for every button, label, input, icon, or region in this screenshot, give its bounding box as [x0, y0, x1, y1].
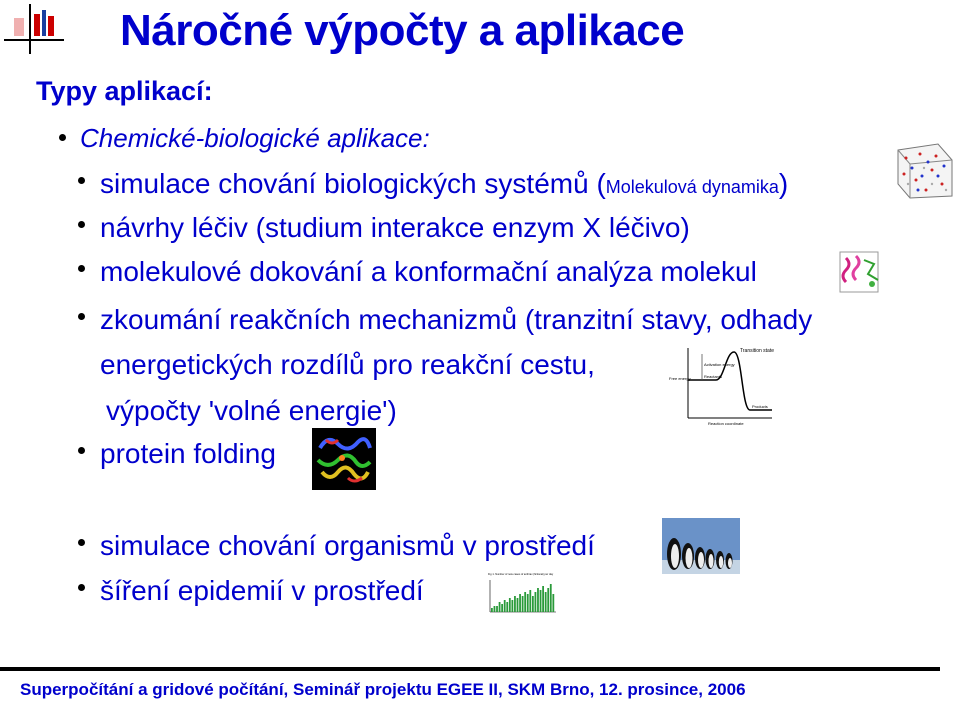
category-bullet — [80, 122, 430, 154]
coordinate-label: Reaction coordinate — [708, 421, 744, 426]
penguins-photo — [662, 518, 740, 574]
category-label: Chemické-biologické aplikace: — [80, 123, 430, 153]
epidemic-bar — [545, 592, 547, 612]
epidemic-bar — [494, 606, 496, 612]
item-continuation: výpočty 'volné energie') — [106, 395, 397, 426]
epidemic-bar — [527, 594, 529, 612]
bullet-dot — [78, 265, 85, 272]
footer-divider — [0, 667, 940, 671]
epidemic-bar — [514, 596, 516, 612]
reactants-label: Reactants — [704, 374, 723, 379]
item-text: zkoumání reakčních mechanizmů (tranzitní stavy, odhady — [100, 304, 813, 335]
epidemic-bar — [509, 598, 511, 612]
epidemic-bar — [499, 602, 501, 612]
list-item — [100, 304, 812, 336]
item-text: simulace chování organismů v prostředí — [100, 530, 595, 561]
epidemic-chart-title: Fig 1. Number of new cases of anthrax (fictional) per day — [488, 573, 554, 576]
bullet-dot — [78, 221, 85, 228]
logo-graphic — [4, 4, 64, 54]
epidemic-bar — [552, 594, 554, 612]
epidemic-bar — [535, 592, 537, 612]
epidemic-bar — [496, 606, 498, 612]
item-small-text: Molekulová dynamika — [605, 177, 779, 197]
epidemic-chart-svg — [482, 570, 558, 616]
epidemic-bar — [537, 588, 539, 612]
bullet-dot — [78, 313, 85, 320]
docking-molecule-image — [834, 248, 884, 296]
epidemic-chart — [482, 570, 558, 616]
item-text: molekulové dokování a konformační analýza molekul — [100, 256, 757, 287]
products-label: Products — [752, 404, 768, 409]
epidemic-bar — [519, 594, 521, 612]
bullet-dot — [78, 539, 85, 546]
section-subheading: Typy aplikací: — [36, 76, 213, 106]
bullet-dot — [78, 177, 85, 184]
bullet-dot — [78, 584, 85, 591]
epidemic-bar — [547, 588, 549, 612]
list-item — [100, 212, 690, 244]
protein-folding-image — [312, 428, 376, 490]
activation-label: Activation energy — [704, 362, 735, 367]
epidemic-bar — [532, 596, 534, 612]
epidemic-bar — [511, 600, 513, 612]
free-energy-label: Free energy — [669, 376, 691, 381]
logo — [4, 4, 64, 54]
item-continuation: energetických rozdílů pro reakční cestu, — [100, 349, 595, 380]
epidemic-bar — [524, 592, 526, 612]
footer-text: Superpočítání a gridové počítání, Seminář projektu EGEE II, SKM Brno, 12. prosince, 2006 — [20, 680, 746, 699]
list-item — [100, 575, 424, 607]
reaction-energy-diagram — [668, 344, 776, 428]
item-close-paren: ) — [778, 168, 789, 199]
bullet-dot — [59, 134, 66, 141]
item-text: návrhy léčiv (studium interakce enzym X léčivo) — [100, 212, 690, 243]
epidemic-bar — [506, 602, 508, 612]
slide-title: Náročné výpočty a aplikace — [120, 6, 685, 55]
bullet-dot — [78, 447, 85, 454]
item-text: simulace chování biologických systémů ( — [100, 168, 606, 199]
epidemic-bar — [529, 590, 531, 612]
list-item — [100, 530, 595, 562]
list-item — [100, 168, 788, 203]
item-text: šíření epidemií v prostředí — [100, 575, 424, 606]
epidemic-bar — [540, 590, 542, 612]
epidemic-bar — [517, 598, 519, 612]
epidemic-bar — [491, 608, 493, 612]
epidemic-bar — [542, 586, 544, 612]
item-text: protein folding — [100, 438, 276, 469]
molecular-dynamics-image — [892, 140, 956, 200]
epidemic-bar — [522, 596, 524, 612]
list-item — [100, 438, 276, 470]
transition-label: Transition state — [740, 348, 774, 354]
epidemic-bar — [550, 584, 552, 612]
epidemic-bar — [504, 600, 506, 612]
epidemic-bar — [501, 604, 503, 612]
list-item — [100, 256, 757, 288]
